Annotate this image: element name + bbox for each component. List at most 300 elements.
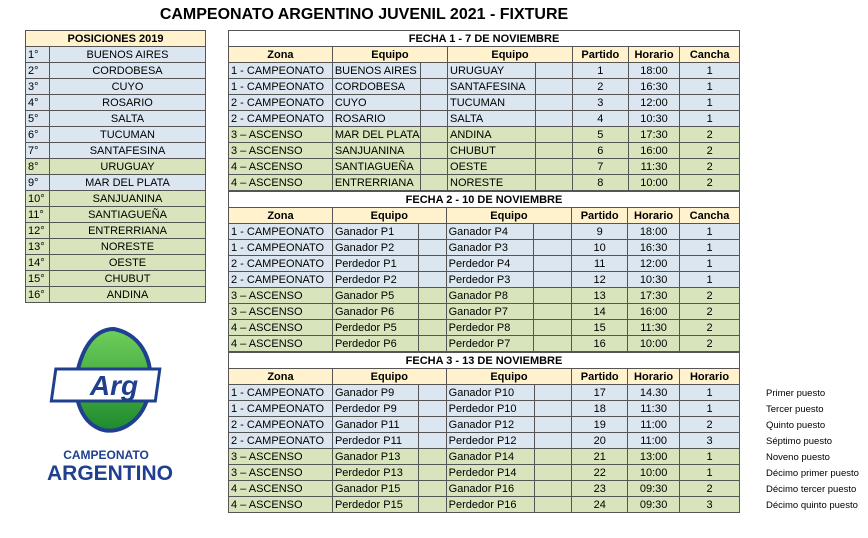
position-row	[26, 79, 206, 95]
empty-cell	[418, 272, 446, 288]
match-number: 8	[573, 175, 629, 191]
empty-cell	[535, 79, 572, 95]
col-cancha: Cancha	[680, 47, 740, 63]
match-zona: 1 - CAMPEONATO	[229, 240, 333, 256]
match-team-1: SANTIAGUEÑA	[332, 159, 420, 175]
position-row	[26, 63, 206, 79]
col-zona: Zona	[229, 47, 333, 63]
placement-notes	[766, 386, 859, 514]
position-number: 13°	[26, 239, 50, 255]
col-zona: Zona	[229, 208, 333, 224]
placement-note: Séptimo puesto	[766, 436, 833, 447]
match-number: 9	[572, 224, 628, 240]
match-zona: 1 - CAMPEONATO	[229, 79, 333, 95]
match-zona: 4 – ASCENSO	[229, 320, 333, 336]
match-team-2: SANTAFESINA	[448, 79, 536, 95]
empty-cell	[420, 159, 447, 175]
empty-cell	[534, 465, 572, 481]
match-time: 16:30	[628, 79, 680, 95]
match-row	[229, 256, 740, 272]
match-team-1: Ganador P2	[332, 240, 418, 256]
position-number: 9°	[26, 175, 50, 191]
match-time: 16:00	[628, 143, 680, 159]
col-equipo-1: Equipo	[332, 47, 447, 63]
match-team-1: Perdedor P13	[332, 465, 418, 481]
match-zona: 2 - CAMPEONATO	[229, 417, 333, 433]
match-team-1: Perdedor P9	[332, 401, 418, 417]
match-row	[229, 449, 740, 465]
position-row	[26, 239, 206, 255]
match-zona: 4 – ASCENSO	[229, 159, 333, 175]
placement-note: Tercer puesto	[766, 404, 824, 415]
match-row	[229, 288, 740, 304]
placement-note: Primer puesto	[766, 388, 826, 399]
empty-cell	[420, 127, 447, 143]
match-row	[229, 401, 740, 417]
position-number: 11°	[26, 207, 50, 223]
empty-cell	[420, 63, 447, 79]
position-team: CORDOBESA	[50, 63, 206, 79]
empty-cell	[534, 481, 572, 497]
empty-cell	[418, 336, 446, 352]
position-number: 4°	[26, 95, 50, 111]
position-row	[26, 223, 206, 239]
fixture-table-fecha-2	[228, 191, 740, 352]
fixture-table-fecha-3	[228, 352, 740, 513]
match-number: 5	[573, 127, 629, 143]
position-team: ROSARIO	[50, 95, 206, 111]
empty-cell	[420, 79, 447, 95]
match-team-2: CHUBUT	[448, 143, 536, 159]
empty-cell	[534, 385, 572, 401]
position-team: CUYO	[50, 79, 206, 95]
match-time: 10:00	[628, 465, 680, 481]
empty-cell	[534, 449, 572, 465]
position-number: 8°	[26, 159, 50, 175]
empty-cell	[534, 497, 572, 513]
match-row	[229, 320, 740, 336]
match-court: 1	[680, 224, 740, 240]
match-row	[229, 111, 740, 127]
match-zona: 2 - CAMPEONATO	[229, 111, 333, 127]
match-row	[229, 481, 740, 497]
empty-cell	[534, 288, 572, 304]
match-team-2: NORESTE	[448, 175, 536, 191]
match-team-1: CORDOBESA	[332, 79, 420, 95]
placement-note: Décimo quinto puesto	[766, 500, 858, 511]
match-court: 1	[680, 111, 740, 127]
position-number: 16°	[26, 287, 50, 303]
match-team-1: Perdedor P11	[332, 433, 418, 449]
match-time: 09:30	[628, 497, 680, 513]
match-zona: 3 – ASCENSO	[229, 304, 333, 320]
match-team-2: Perdedor P3	[446, 272, 534, 288]
position-number: 6°	[26, 127, 50, 143]
match-team-1: Ganador P15	[332, 481, 418, 497]
match-team-1: Perdedor P6	[332, 336, 418, 352]
match-court: 1	[680, 465, 740, 481]
empty-cell	[418, 497, 446, 513]
col-partido: Partido	[572, 369, 628, 385]
match-zona: 3 – ASCENSO	[229, 127, 333, 143]
match-row	[229, 433, 740, 449]
empty-cell	[534, 417, 572, 433]
match-number: 15	[572, 320, 628, 336]
empty-cell	[534, 401, 572, 417]
col-horario: Horario	[628, 369, 680, 385]
empty-cell	[534, 320, 572, 336]
match-number: 18	[572, 401, 628, 417]
position-row	[26, 207, 206, 223]
empty-cell	[535, 63, 572, 79]
empty-cell	[420, 95, 447, 111]
match-team-2: Ganador P3	[446, 240, 534, 256]
match-time: 12:00	[628, 95, 680, 111]
position-row	[26, 95, 206, 111]
match-zona: 2 - CAMPEONATO	[229, 272, 333, 288]
empty-cell	[418, 240, 446, 256]
match-team-2: OESTE	[448, 159, 536, 175]
match-number: 4	[573, 111, 629, 127]
match-number: 16	[572, 336, 628, 352]
position-team: CHUBUT	[50, 271, 206, 287]
match-zona: 2 - CAMPEONATO	[229, 95, 333, 111]
match-time: 10:00	[628, 175, 680, 191]
empty-cell	[534, 256, 572, 272]
match-zona: 3 – ASCENSO	[229, 143, 333, 159]
match-team-2: Ganador P8	[446, 288, 534, 304]
empty-cell	[534, 240, 572, 256]
match-row	[229, 63, 740, 79]
empty-cell	[420, 143, 447, 159]
position-number: 2°	[26, 63, 50, 79]
position-team: NORESTE	[50, 239, 206, 255]
match-zona: 2 - CAMPEONATO	[229, 256, 333, 272]
match-row	[229, 95, 740, 111]
match-number: 24	[572, 497, 628, 513]
match-court: 2	[680, 127, 740, 143]
fecha-title: FECHA 1 - 7 DE NOVIEMBRE	[229, 31, 740, 47]
empty-cell	[534, 224, 572, 240]
match-court: 2	[680, 175, 740, 191]
match-team-1: MAR DEL PLATA	[332, 127, 420, 143]
match-number: 3	[573, 95, 629, 111]
match-time: 16:00	[628, 304, 680, 320]
positions-table	[25, 30, 206, 303]
match-number: 20	[572, 433, 628, 449]
match-team-1: Perdedor P1	[332, 256, 418, 272]
match-court: 2	[680, 304, 740, 320]
match-time: 14.30	[628, 385, 680, 401]
match-number: 11	[572, 256, 628, 272]
match-team-2: URUGUAY	[448, 63, 536, 79]
empty-cell	[418, 256, 446, 272]
match-team-1: SANJUANINA	[332, 143, 420, 159]
empty-cell	[418, 224, 446, 240]
match-time: 13:00	[628, 449, 680, 465]
empty-cell	[418, 320, 446, 336]
match-time: 11:00	[628, 433, 680, 449]
match-team-2: Perdedor P8	[446, 320, 534, 336]
match-number: 22	[572, 465, 628, 481]
match-time: 10:30	[628, 111, 680, 127]
match-team-1: CUYO	[332, 95, 420, 111]
match-number: 21	[572, 449, 628, 465]
match-court: 1	[680, 401, 740, 417]
match-row	[229, 159, 740, 175]
match-row	[229, 385, 740, 401]
match-zona: 1 - CAMPEONATO	[229, 385, 333, 401]
match-row	[229, 143, 740, 159]
match-court: 3	[680, 433, 740, 449]
match-team-2: Ganador P4	[446, 224, 534, 240]
position-row	[26, 111, 206, 127]
match-team-1: Ganador P6	[332, 304, 418, 320]
placement-note: Décimo tercer puesto	[766, 484, 857, 495]
match-team-2: Perdedor P12	[446, 433, 534, 449]
match-court: 3	[680, 497, 740, 513]
match-court: 2	[680, 320, 740, 336]
position-number: 14°	[26, 255, 50, 271]
logo-line1: CAMPEONATO	[63, 448, 149, 462]
position-row	[26, 175, 206, 191]
match-team-2: Perdedor P7	[446, 336, 534, 352]
match-court: 2	[680, 159, 740, 175]
match-court: 1	[680, 449, 740, 465]
match-team-2: Ganador P7	[446, 304, 534, 320]
empty-cell	[418, 449, 446, 465]
match-team-1: Perdedor P5	[332, 320, 418, 336]
match-team-1: Ganador P9	[332, 385, 418, 401]
empty-cell	[535, 111, 572, 127]
match-court: 2	[680, 336, 740, 352]
col-partido: Partido	[573, 47, 629, 63]
match-number: 13	[572, 288, 628, 304]
match-zona: 3 – ASCENSO	[229, 288, 333, 304]
match-team-2: SALTA	[448, 111, 536, 127]
empty-cell	[418, 385, 446, 401]
position-team: ANDINA	[50, 287, 206, 303]
match-team-2: Perdedor P4	[446, 256, 534, 272]
match-zona: 1 - CAMPEONATO	[229, 224, 333, 240]
placement-note: Décimo primer puesto	[766, 468, 859, 479]
match-time: 18:00	[628, 63, 680, 79]
match-number: 10	[572, 240, 628, 256]
empty-cell	[535, 159, 572, 175]
match-time: 16:30	[628, 240, 680, 256]
empty-cell	[534, 304, 572, 320]
campeonato-argentino-logo	[44, 325, 184, 485]
placement-note: Quinto puesto	[766, 420, 826, 431]
match-team-1: Ganador P13	[332, 449, 418, 465]
match-time: 17:30	[628, 288, 680, 304]
match-team-1: Ganador P1	[332, 224, 418, 240]
empty-cell	[418, 304, 446, 320]
position-row	[26, 287, 206, 303]
page-title: CAMPEONATO ARGENTINO JUVENIL 2021 - FIXTURE	[159, 6, 569, 23]
position-team: SANJUANINA	[50, 191, 206, 207]
match-court: 2	[680, 481, 740, 497]
empty-cell	[418, 417, 446, 433]
empty-cell	[418, 433, 446, 449]
match-number: 17	[572, 385, 628, 401]
match-court: 2	[680, 143, 740, 159]
match-team-2: ANDINA	[448, 127, 536, 143]
fixture-table-fecha-1	[228, 30, 740, 191]
fecha-title: FECHA 2 - 10 DE NOVIEMBRE	[229, 192, 740, 208]
position-row	[26, 255, 206, 271]
position-team: ENTRERRIANA	[50, 223, 206, 239]
positions-header: POSICIONES 2019	[26, 31, 206, 47]
fecha-title: FECHA 3 - 13 DE NOVIEMBRE	[229, 353, 740, 369]
match-time: 10:00	[628, 336, 680, 352]
match-row	[229, 127, 740, 143]
empty-cell	[418, 465, 446, 481]
position-number: 1°	[26, 47, 50, 63]
empty-cell	[420, 175, 447, 191]
match-number: 7	[573, 159, 629, 175]
match-time: 09:30	[628, 481, 680, 497]
match-team-2: Perdedor P10	[446, 401, 534, 417]
empty-cell	[535, 175, 572, 191]
position-row	[26, 127, 206, 143]
empty-cell	[418, 401, 446, 417]
match-row	[229, 304, 740, 320]
match-row	[229, 497, 740, 513]
position-team: TUCUMAN	[50, 127, 206, 143]
empty-cell	[534, 433, 572, 449]
match-number: 2	[573, 79, 629, 95]
col-cancha: Horario	[680, 369, 740, 385]
match-row	[229, 465, 740, 481]
match-time: 10:30	[628, 272, 680, 288]
logo-badge-text: Arg	[89, 370, 139, 401]
empty-cell	[535, 143, 572, 159]
match-court: 1	[680, 256, 740, 272]
match-team-1: Perdedor P2	[332, 272, 418, 288]
position-team: SANTIAGUEÑA	[50, 207, 206, 223]
col-partido: Partido	[572, 208, 628, 224]
match-team-1: BUENOS AIRES	[332, 63, 420, 79]
logo-line2: ARGENTINO	[47, 462, 173, 485]
empty-cell	[534, 272, 572, 288]
match-team-1: Ganador P11	[332, 417, 418, 433]
match-team-2: TUCUMAN	[448, 95, 536, 111]
match-time: 12:00	[628, 256, 680, 272]
col-zona: Zona	[229, 369, 333, 385]
match-team-2: Ganador P14	[446, 449, 534, 465]
position-team: OESTE	[50, 255, 206, 271]
match-time: 11:30	[628, 401, 680, 417]
match-zona: 4 – ASCENSO	[229, 336, 333, 352]
match-court: 2	[680, 288, 740, 304]
match-time: 11:00	[628, 417, 680, 433]
match-row	[229, 272, 740, 288]
position-team: URUGUAY	[50, 159, 206, 175]
match-zona: 4 – ASCENSO	[229, 481, 333, 497]
position-team: SANTAFESINA	[50, 143, 206, 159]
col-equipo-2: Equipo	[448, 47, 573, 63]
empty-cell	[418, 288, 446, 304]
position-number: 3°	[26, 79, 50, 95]
match-zona: 2 - CAMPEONATO	[229, 433, 333, 449]
position-number: 7°	[26, 143, 50, 159]
position-row	[26, 271, 206, 287]
position-number: 5°	[26, 111, 50, 127]
match-team-2: Ganador P12	[446, 417, 534, 433]
match-time: 11:30	[628, 320, 680, 336]
match-row	[229, 417, 740, 433]
col-equipo-2: Equipo	[446, 369, 572, 385]
empty-cell	[535, 95, 572, 111]
position-number: 10°	[26, 191, 50, 207]
match-number: 14	[572, 304, 628, 320]
empty-cell	[418, 481, 446, 497]
match-team-2: Perdedor P14	[446, 465, 534, 481]
match-row	[229, 336, 740, 352]
match-zona: 4 – ASCENSO	[229, 497, 333, 513]
match-number: 19	[572, 417, 628, 433]
match-row	[229, 79, 740, 95]
col-equipo-2: Equipo	[446, 208, 572, 224]
position-row	[26, 159, 206, 175]
match-court: 1	[680, 95, 740, 111]
match-team-1: ENTRERRIANA	[332, 175, 420, 191]
position-team: MAR DEL PLATA	[50, 175, 206, 191]
empty-cell	[534, 336, 572, 352]
match-court: 1	[680, 385, 740, 401]
match-number: 1	[573, 63, 629, 79]
match-court: 1	[680, 240, 740, 256]
position-number: 15°	[26, 271, 50, 287]
match-court: 1	[680, 79, 740, 95]
match-court: 1	[680, 272, 740, 288]
match-team-2: Perdedor P16	[446, 497, 534, 513]
match-team-1: Perdedor P15	[332, 497, 418, 513]
match-team-1: Ganador P5	[332, 288, 418, 304]
position-row	[26, 47, 206, 63]
match-row	[229, 240, 740, 256]
match-row	[229, 224, 740, 240]
match-team-2: Ganador P10	[446, 385, 534, 401]
match-time: 17:30	[628, 127, 680, 143]
position-number: 12°	[26, 223, 50, 239]
match-court: 2	[680, 417, 740, 433]
empty-cell	[535, 127, 572, 143]
placement-note: Noveno puesto	[766, 452, 830, 463]
match-number: 12	[572, 272, 628, 288]
col-horario: Horario	[628, 208, 680, 224]
col-equipo-1: Equipo	[332, 208, 446, 224]
position-team: SALTA	[50, 111, 206, 127]
match-zona: 1 - CAMPEONATO	[229, 63, 333, 79]
col-horario: Horario	[628, 47, 680, 63]
match-court: 1	[680, 63, 740, 79]
col-cancha: Cancha	[680, 208, 740, 224]
match-zona: 3 – ASCENSO	[229, 449, 333, 465]
match-team-1: ROSARIO	[332, 111, 420, 127]
match-zona: 1 - CAMPEONATO	[229, 401, 333, 417]
match-time: 11:30	[628, 159, 680, 175]
position-row	[26, 191, 206, 207]
match-zona: 3 – ASCENSO	[229, 465, 333, 481]
match-team-2: Ganador P16	[446, 481, 534, 497]
empty-cell	[420, 111, 447, 127]
match-row	[229, 175, 740, 191]
match-number: 23	[572, 481, 628, 497]
col-equipo-1: Equipo	[332, 369, 446, 385]
match-number: 6	[573, 143, 629, 159]
